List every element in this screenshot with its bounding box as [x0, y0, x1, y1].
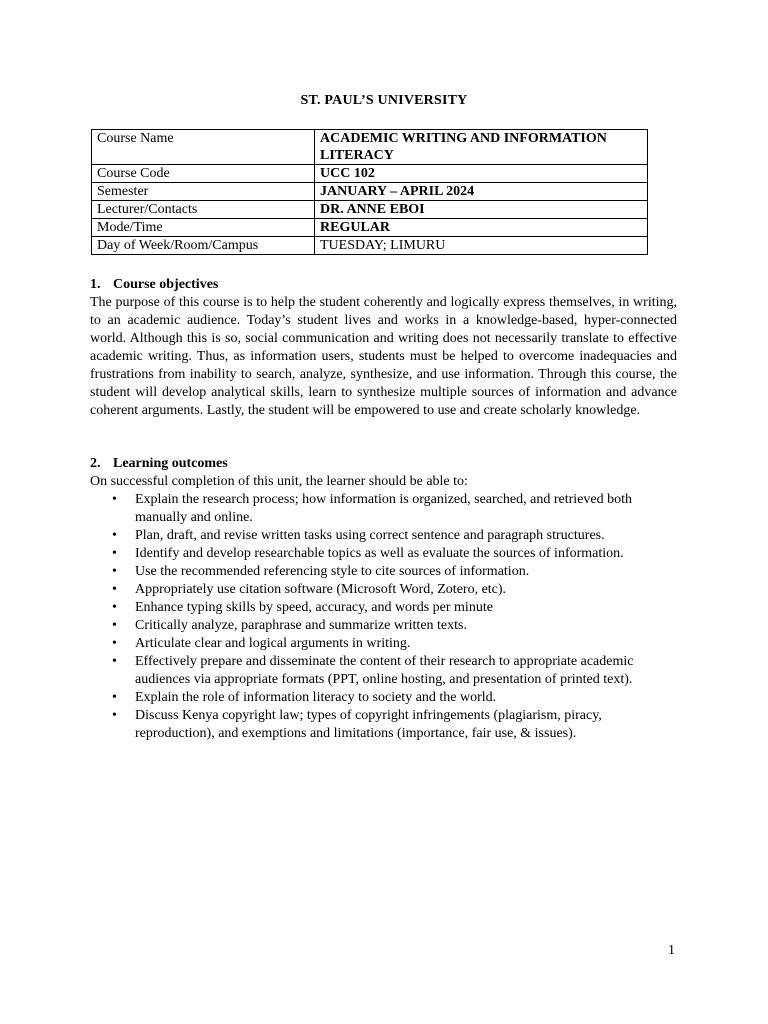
bullet-icon: • — [112, 636, 117, 651]
course-code-value: UCC 102 — [315, 165, 648, 183]
bullet-icon: • — [112, 528, 117, 543]
course-code-label: Course Code — [92, 165, 315, 183]
section-learning-outcomes — [90, 455, 677, 743]
page-number: 1 — [668, 943, 675, 958]
section-heading — [90, 276, 677, 294]
list-item — [90, 563, 677, 581]
list-item-text: Plan, draft, and revise written tasks using correct sentence and paragraph structures. — [135, 528, 605, 543]
bullet-icon: • — [112, 618, 117, 633]
outcomes-list — [90, 491, 677, 743]
objectives-paragraph: The purpose of this course is to help the student coherently and logically express themselves, in writing, to an academic audience. Today’s student lives and works in a knowledge-based, hyper-connected world. Although this is so, social communication and writing does not necessarily translate to effective academic writing. Thus, as information users, students must be helped to overcome inadequacies and frustrations from inability to search, analyze, synthesize, and use information. Through this course, the student will develop analytical skills, learn to synthesize multiple sources of information and advance coherent arguments. Lastly, the student will be empowered to use and create scholarly knowledge. — [90, 295, 677, 418]
list-item-text: Appropriately use citation software (Microsoft Word, Zotero, etc). — [135, 582, 507, 597]
list-item — [90, 581, 677, 599]
bullet-icon: • — [112, 690, 117, 705]
section-title: Course objectives — [113, 277, 219, 292]
table-row — [92, 237, 648, 255]
day-room-campus-label: Day of Week/Room/Campus — [92, 237, 315, 255]
semester-label: Semester — [92, 183, 315, 201]
list-item — [90, 599, 677, 617]
list-item-text: Use the recommended referencing style to cite sources of information. — [135, 564, 530, 579]
document-title: ST. PAUL’S UNIVERSITY — [300, 93, 468, 108]
table-row — [92, 183, 648, 201]
list-item — [90, 689, 677, 707]
mode-time-label: Mode/Time — [92, 219, 315, 237]
list-item-text: Critically analyze, paraphrase and summarize written texts. — [135, 618, 467, 633]
table-row — [92, 219, 648, 237]
list-item-text: Effectively prepare and disseminate the content of their research to appropriate academic audiences via appropriate formats (PPT, online hosting, and presentation of printed text). — [135, 654, 634, 687]
course-info-table — [91, 129, 648, 255]
section-number: 2. — [90, 456, 101, 471]
bullet-icon: • — [112, 546, 117, 561]
outcomes-intro: On successful completion of this unit, the learner should be able to: — [90, 474, 468, 489]
bullet-icon: • — [112, 708, 117, 723]
day-room-campus-value: TUESDAY; LIMURU — [315, 237, 648, 255]
list-item — [90, 617, 677, 635]
bullet-icon: • — [112, 492, 117, 507]
course-name-value: ACADEMIC WRITING AND INFORMATION LITERACY — [315, 130, 648, 165]
list-item-text: Explain the research process; how information is organized, searched, and retrieved both manually and online. — [135, 492, 632, 525]
list-item — [90, 635, 677, 653]
section-heading — [90, 455, 677, 473]
mode-time-value: REGULAR — [315, 219, 648, 237]
section-course-objectives — [90, 276, 677, 420]
bullet-icon: • — [112, 564, 117, 579]
list-item-text: Explain the role of information literacy to society and the world. — [135, 690, 497, 705]
table-row — [92, 201, 648, 219]
bullet-icon: • — [112, 582, 117, 597]
table-row — [92, 165, 648, 183]
list-item — [90, 707, 677, 743]
list-item — [90, 653, 677, 689]
bullet-icon: • — [112, 600, 117, 615]
lecturer-value: DR. ANNE EBOI — [315, 201, 648, 219]
list-item-text: Discuss Kenya copyright law; types of copyright infringements (plagiarism, piracy, reproduction), and exemptions and limitations (importance, fair use, & issues). — [135, 708, 602, 741]
table-row — [92, 130, 648, 165]
lecturer-label: Lecturer/Contacts — [92, 201, 315, 219]
semester-value: JANUARY – APRIL 2024 — [315, 183, 648, 201]
bullet-icon: • — [112, 654, 117, 669]
section-number: 1. — [90, 277, 101, 292]
list-item — [90, 491, 677, 527]
section-title: Learning outcomes — [113, 456, 228, 471]
list-item — [90, 545, 677, 563]
list-item-text: Identify and develop researchable topics as well as evaluate the sources of information. — [135, 546, 624, 561]
list-item-text: Articulate clear and logical arguments in writing. — [135, 636, 411, 651]
list-item — [90, 527, 677, 545]
course-name-label: Course Name — [92, 130, 315, 165]
list-item-text: Enhance typing skills by speed, accuracy, and words per minute — [135, 600, 493, 615]
